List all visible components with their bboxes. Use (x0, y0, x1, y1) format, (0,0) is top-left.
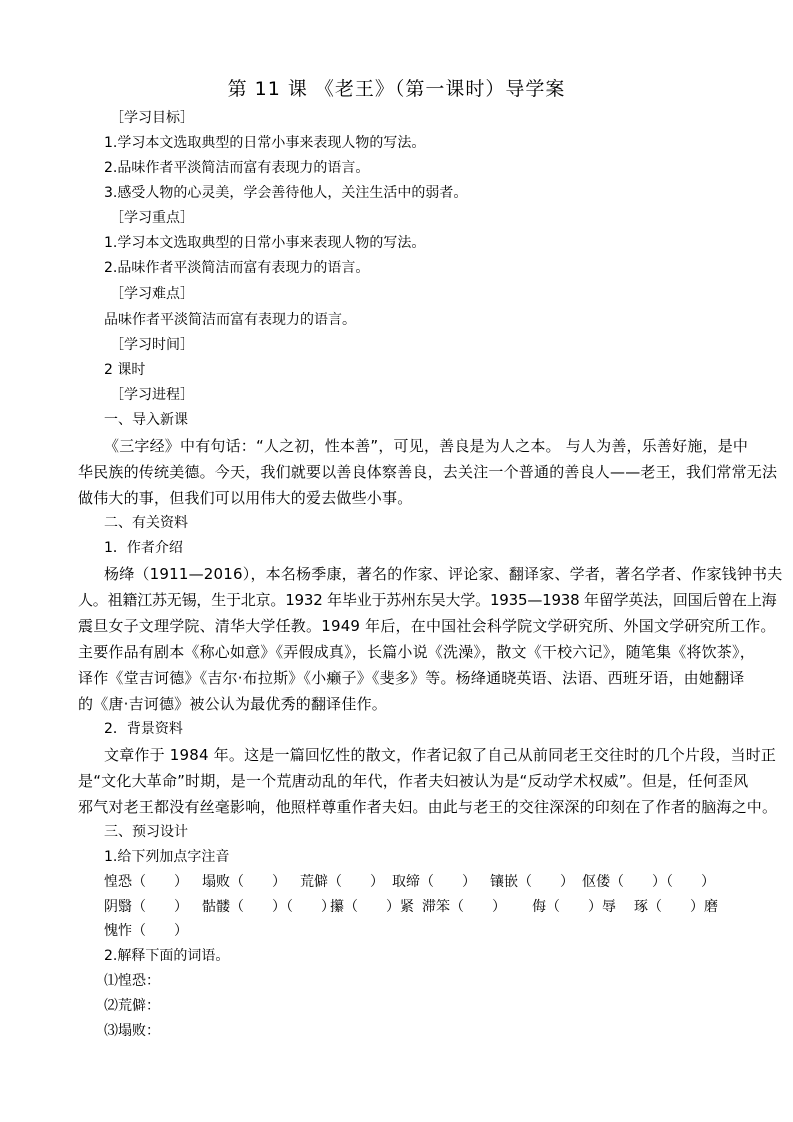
goals-header: ［学习目标］ (110, 110, 194, 126)
page-title: 第 11 课 《老王》（第一课时）导学案 (227, 78, 566, 100)
author-line: 震旦女子文理学院、清华大学任教。1949 年后，在中国社会科学院文学研究所、外国文学研究所工作。 (78, 617, 776, 635)
background-line: 邪气对老王都没有丝毫影响，他照样尊重作者夫妇。由此与老王的交往深深的印刻在了作者的脑海之中。 (78, 798, 778, 816)
key-header: ［学习重点］ (110, 210, 194, 226)
time-text: 2 课时 (104, 362, 146, 378)
pinyin-title: 1.给下列加点字注音 (104, 849, 230, 865)
explain-title: 2.解释下面的词语。 (104, 948, 230, 964)
pinyin-row (104, 921, 304, 941)
process-header: ［学习进程］ (110, 387, 194, 403)
difficulty-text: 品味作者平淡简洁而富有表现力的语言。 (104, 312, 356, 328)
author-line: 杨绛（1911—2016），本名杨季康，著名的作家、评论家、翻译家、学者，著名学者、作家钱钟书夫 (104, 565, 783, 583)
pinyin-item: 伛偻（ ）（ ） (582, 874, 715, 890)
difficulty-header: ［学习难点］ (110, 286, 194, 302)
part3-title: 三、预习设计 (104, 824, 188, 840)
pinyin-item: 侮（ ）辱 (532, 899, 616, 915)
pinyin-item: 塌败（ ） (202, 874, 286, 890)
pinyin-item: 惶恐（ ） (104, 874, 188, 890)
time-header: ［学习时间］ (110, 337, 194, 353)
author-line: 主要作品有剧本《称心如意》《弄假成真》，长篇小说《洗澡》，散文《干校六记》，随笔集《将饮茶》， (78, 643, 755, 661)
key-item: 1.学习本文选取典型的日常小事来表现人物的写法。 (104, 235, 426, 251)
explain-item: ⑵荒僻： (104, 998, 160, 1014)
background-line: 是“文化大革命”时期，是一个荒唐动乱的年代，作者夫妇被认为是“反动学术权威”。但是，任何歪风 (78, 772, 749, 790)
pinyin-item: 镶嵌（ ） (490, 874, 574, 890)
pinyin-item: 荒僻（ ） (300, 874, 384, 890)
explain-item: ⑶塌败： (104, 1023, 160, 1039)
pinyin-item: 攥（ ）紧 (330, 899, 414, 915)
pinyin-item: 滞笨（ ） (422, 899, 506, 915)
goal-item: 1.学习本文选取典型的日常小事来表现人物的写法。 (104, 135, 426, 151)
pinyin-item: 愧怍（ ） (104, 923, 188, 939)
goal-item: 2.品味作者平淡简洁而富有表现力的语言。 (104, 160, 370, 176)
part1-title: 一、导入新课 (104, 412, 188, 428)
key-item: 2.品味作者平淡简洁而富有表现力的语言。 (104, 260, 370, 276)
part1-line: 《三字经》中有句话：“人之初，性本善”，可见，善良是为人之本。 与人为善，乐善好施，是中 (104, 437, 749, 455)
pinyin-item: 取缔（ ） (392, 874, 476, 890)
author-title: 1．作者介绍 (104, 540, 183, 556)
pinyin-item: 琢（ ）磨 (634, 899, 718, 915)
pinyin-row (104, 872, 744, 892)
part1-line: 华民族的传统美德。今天，我们就要以善良体察善良，去关注一个普通的善良人——老王，我们常常无法 (78, 463, 778, 481)
author-line: 人。祖籍江苏无锡，生于北京。1932 年毕业于苏州东吴大学。1935—1938 年留学英法，回国后曾在上海 (78, 591, 777, 609)
pinyin-item: 骷髅（ ）（ ） (202, 899, 335, 915)
goal-item: 3.感受人物的心灵美，学会善待他人，关注生活中的弱者。 (104, 185, 468, 201)
part2-title: 二、有关资料 (104, 515, 188, 531)
part1-line: 做伟大的事，但我们可以用伟大的爱去做些小事。 (78, 489, 413, 507)
pinyin-item: 阴翳（ ） (104, 899, 188, 915)
author-line: 的《唐·吉诃德》被公认为最优秀的翻译佳作。 (78, 695, 387, 713)
background-line: 文章作于 1984 年。这是一篇回忆性的散文，作者记叙了自己从前同老王交往时的几个片段，当时正 (104, 746, 777, 764)
background-title: 2．背景资料 (104, 721, 183, 737)
explain-item: ⑴惶恐： (104, 973, 160, 989)
author-line: 译作《堂吉诃德》《吉尔·布拉斯》《小癞子》《斐多》等。杨绛通晓英语、法语、西班牙语，由她翻译 (78, 669, 745, 687)
pinyin-row (104, 897, 744, 917)
